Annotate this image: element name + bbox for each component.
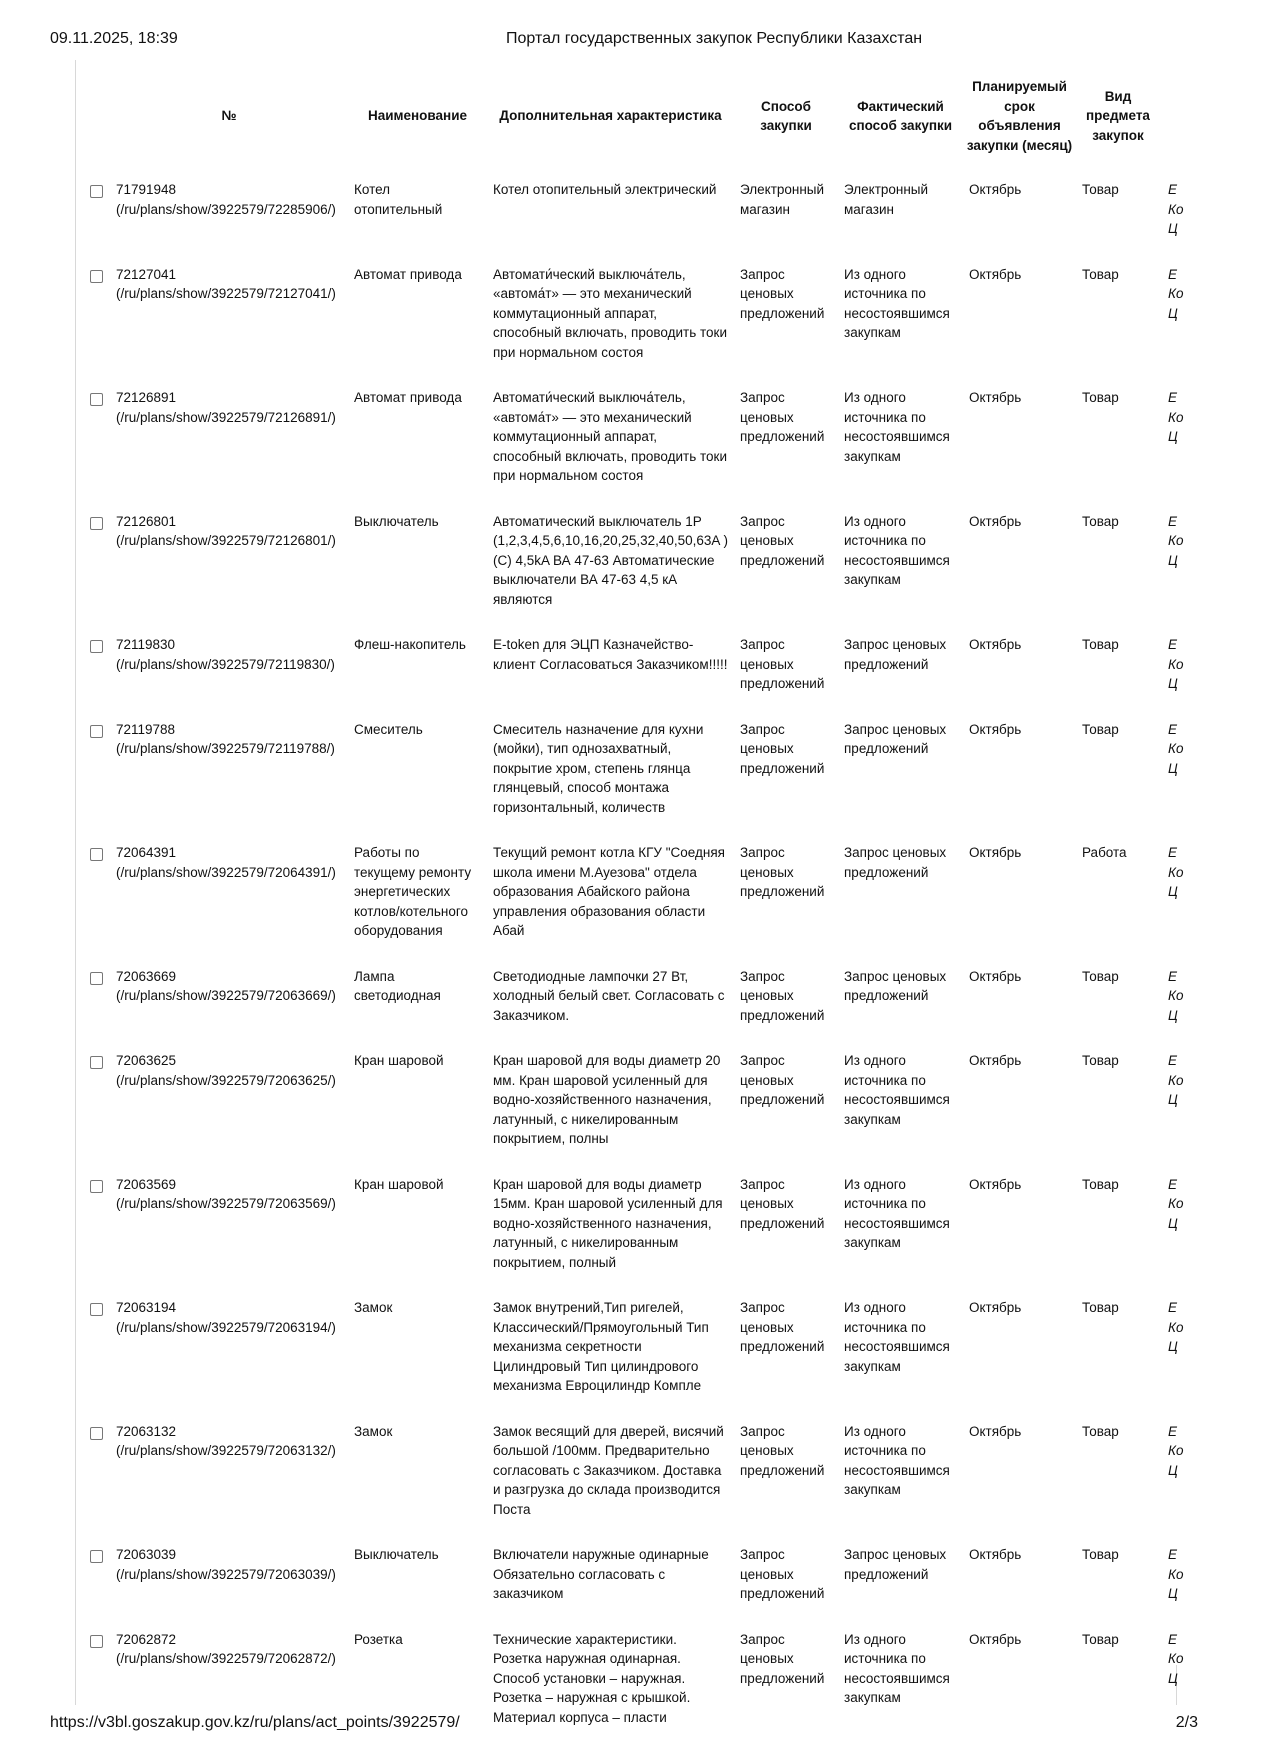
row-checkbox[interactable] (90, 1427, 103, 1440)
row-method: Запрос ценовых предложений (740, 968, 825, 1023)
row-checkbox-cell (76, 1290, 110, 1414)
row-extra: Автомати́ческий выключа́тель, «автома́т» — это механический коммутационный аппарат, способный включать, проводить токи при нормальном состоя (493, 390, 727, 483)
table-row (76, 172, 1276, 257)
row-link[interactable]: (/ru/plans/show/3922579/72119788/) (116, 741, 335, 756)
row-name: Замок (354, 1300, 393, 1315)
row-id: 72119830 (116, 637, 176, 652)
row-clipped-column: Е Ко Ц (1168, 1053, 1184, 1107)
row-id: 71791948 (116, 182, 177, 197)
row-extra: Замок внутрений,Тип ригелей, Классический/Прямоугольный Тип механизма секретности Цилиндровый Тип цилиндрового механизма Евроцилиндр Компле (493, 1300, 709, 1393)
row-link[interactable]: (/ru/plans/show/3922579/72064391/) (116, 864, 336, 880)
table-row (76, 1290, 1276, 1414)
row-extra: E-token для ЭЦП Казначейство-клиент Согласоваться Заказчиком!!!!! (493, 637, 728, 672)
row-checkbox[interactable] (90, 972, 103, 985)
row-subject-type: Работа (1082, 845, 1127, 860)
row-checkbox[interactable] (90, 848, 103, 861)
table-row (76, 835, 1276, 959)
row-checkbox-cell (76, 627, 110, 712)
row-id: 72127041 (116, 266, 177, 282)
row-extra: Котел отопительный электрический (493, 182, 717, 197)
row-checkbox-cell (76, 1043, 110, 1167)
row-subject-type: Товар (1082, 1547, 1119, 1562)
row-extra: Автомати́ческий выключа́тель, «автома́т» — это механический коммутационный аппарат, способный включать, проводить токи при нормальном состоя (493, 266, 727, 360)
row-link[interactable]: (/ru/plans/show/3922579/72062872/) (116, 1651, 336, 1666)
row-name: Автомат привода (354, 266, 462, 282)
row-method: Запрос ценовых предложений (740, 390, 825, 444)
row-planned-month: Октябрь (969, 390, 1022, 405)
row-link[interactable]: (/ru/plans/show/3922579/72063625/) (116, 1072, 336, 1088)
table-row (76, 504, 1276, 628)
row-actual-method: Запрос ценовых предложений (844, 637, 947, 672)
row-checkbox-cell (76, 504, 110, 628)
row-checkbox-cell (76, 172, 110, 257)
row-method: Запрос ценовых предложений (740, 637, 825, 691)
row-name: Работы по текущему ремонту энергетических котлов/котельного оборудования (354, 845, 472, 938)
row-subject-type: Товар (1082, 968, 1119, 984)
row-planned-month: Октябрь (969, 266, 1022, 282)
row-link[interactable]: (/ru/plans/show/3922579/72126801/) (116, 533, 336, 548)
table-row (76, 627, 1276, 712)
row-number-cell (110, 172, 348, 257)
plan-items-table (76, 60, 1276, 1745)
row-checkbox[interactable] (90, 1550, 103, 1563)
page-url: https://v3bl.goszakup.gov.kz/ru/plans/act_points/3922579/ (50, 1714, 460, 1731)
header-checkbox-col (76, 60, 110, 172)
row-planned-month: Октябрь (969, 1053, 1022, 1068)
row-id: 72063669 (116, 968, 177, 984)
row-link[interactable]: (/ru/plans/show/3922579/72126891/) (116, 409, 336, 425)
row-id: 72063569 (116, 1176, 177, 1192)
row-checkbox-cell (76, 1414, 110, 1538)
table-row (76, 380, 1276, 504)
row-extra: Кран шаровой для воды диаметр 15мм. Кран шаровой усиленный для водно-хозяйственного назначения, латунный, с никелированным покрытием, полный (493, 1176, 723, 1270)
row-name: Кран шаровой (354, 1176, 444, 1192)
table-row (76, 257, 1276, 381)
row-id: 72063132 (116, 1423, 177, 1439)
row-actual-method: Из одного источника по несостоявшимся закупкам (844, 1423, 950, 1497)
row-method: Запрос ценовых предложений (740, 1176, 825, 1231)
row-link[interactable]: (/ru/plans/show/3922579/72063669/) (116, 988, 336, 1003)
row-extra: Светодиодные лампочки 27 Вт, холодный белый свет. Согласовать с Заказчиком. (493, 968, 725, 1023)
header-number[interactable]: № (221, 108, 237, 124)
row-id: 72064391 (116, 845, 177, 860)
row-number-cell (110, 959, 348, 1044)
row-clipped-column: Е Ко Ц (1168, 390, 1184, 444)
row-planned-month: Октябрь (969, 637, 1022, 652)
row-link[interactable]: (/ru/plans/show/3922579/72063569/) (116, 1196, 336, 1211)
row-method: Запрос ценовых предложений (740, 1053, 825, 1107)
row-number-cell (110, 1167, 348, 1291)
table-row (76, 1167, 1276, 1291)
row-checkbox[interactable] (90, 517, 103, 530)
row-name: Лампа светодиодная (354, 968, 441, 1003)
header-clipped (1160, 60, 1276, 172)
row-method: Запрос ценовых предложений (740, 513, 825, 568)
row-actual-method: Запрос ценовых предложений (844, 968, 947, 1003)
row-clipped-column: Е Ко Ц (1168, 1547, 1184, 1601)
row-subject-type: Товар (1082, 637, 1119, 652)
row-checkbox[interactable] (90, 725, 103, 738)
row-checkbox-cell (76, 257, 110, 381)
row-subject-type: Товар (1082, 1053, 1119, 1068)
table-row (76, 712, 1276, 836)
table-row (76, 959, 1276, 1044)
row-actual-method: Из одного источника по несостоявшимся закупкам (844, 266, 950, 340)
row-id: 72062872 (116, 1631, 177, 1647)
row-subject-type: Товар (1082, 1423, 1119, 1439)
row-number-cell (110, 712, 348, 836)
row-extra: Включатели наружные одинарные Обязательно согласовать с заказчиком (493, 1547, 709, 1601)
row-checkbox-cell (76, 1537, 110, 1622)
row-link[interactable]: (/ru/plans/show/3922579/72119830/) (116, 656, 335, 672)
row-clipped-column: Е Ко Ц (1168, 182, 1184, 236)
row-clipped-column: Е Ко Ц (1168, 1176, 1184, 1231)
row-method: Электронный магазин (740, 182, 825, 217)
row-method: Запрос ценовых предложений (740, 266, 825, 321)
table-body (76, 172, 1276, 1745)
row-actual-method: Запрос ценовых предложений (844, 721, 947, 756)
row-planned-month: Октябрь (969, 1547, 1022, 1562)
row-number-cell (110, 380, 348, 504)
row-checkbox-cell (76, 835, 110, 959)
row-extra: Замок весящий для дверей, висячий большой /100мм. Предварительно согласовать с Заказчиком. Доставка и разгрузка до склада производится Поста (493, 1423, 724, 1517)
row-link[interactable]: (/ru/plans/show/3922579/72063194/) (116, 1319, 336, 1335)
row-number-cell (110, 1537, 348, 1622)
row-actual-method: Запрос ценовых предложений (844, 845, 947, 880)
row-checkbox[interactable] (90, 270, 103, 283)
row-checkbox[interactable] (90, 1056, 103, 1069)
row-id: 72126801 (116, 513, 177, 529)
row-clipped-column: Е Ко Ц (1168, 1300, 1184, 1354)
row-clipped-column: Е Ко Ц (1168, 721, 1184, 776)
table-header-row (76, 60, 1276, 172)
row-checkbox-cell (76, 1167, 110, 1291)
row-name: Флеш-накопитель (354, 637, 466, 652)
row-name: Котел отопительный (354, 182, 443, 217)
row-planned-month: Октябрь (969, 182, 1022, 197)
row-planned-month: Октябрь (969, 721, 1022, 737)
row-checkbox-cell (76, 959, 110, 1044)
row-link[interactable]: (/ru/plans/show/3922579/72127041/) (116, 286, 336, 301)
row-subject-type: Товар (1082, 182, 1119, 197)
row-actual-method: Из одного источника по несостоявшимся закупкам (844, 390, 950, 464)
row-name: Автомат привода (354, 390, 462, 405)
row-link[interactable]: (/ru/plans/show/3922579/72285906/) (116, 201, 336, 217)
row-clipped-column: Е Ко Ц (1168, 845, 1184, 899)
row-clipped-column: Е Ко Ц (1168, 1631, 1184, 1686)
row-method: Запрос ценовых предложений (740, 1547, 825, 1601)
row-name: Смеситель (354, 721, 423, 737)
row-name: Замок (354, 1423, 393, 1439)
row-id: 72063039 (116, 1547, 177, 1562)
row-number-cell (110, 1043, 348, 1167)
row-subject-type: Товар (1082, 266, 1119, 282)
row-planned-month: Октябрь (969, 968, 1022, 984)
row-id: 72063625 (116, 1053, 177, 1068)
row-number-cell (110, 257, 348, 381)
row-checkbox[interactable] (90, 1635, 103, 1648)
row-checkbox-cell (76, 380, 110, 504)
row-subject-type: Товар (1082, 513, 1119, 529)
row-clipped-column: Е Ко Ц (1168, 637, 1184, 691)
row-id: 72119788 (116, 721, 176, 737)
row-subject-type: Товар (1082, 1176, 1119, 1192)
row-extra: Автоматический выключатель 1P (1,2,3,4,5,6,10,16,20,25,32,40,50,63A ) (C) 4,5kA ВА 47-63 Автоматические выключатели ВА 47-63 4,5 кА являются (493, 513, 728, 607)
row-actual-method: Из одного источника по несостоявшимся закупкам (844, 513, 950, 587)
row-extra: Технические характеристики. Розетка наружная одинарная. Способ установки – наружная. Розетка – наружная с крышкой. Материал корпуса – пласти (493, 1631, 691, 1725)
row-id: 72063194 (116, 1300, 177, 1315)
row-subject-type: Товар (1082, 1631, 1119, 1647)
row-actual-method: Из одного источника по несостоявшимся закупкам (844, 1631, 950, 1705)
row-method: Запрос ценовых предложений (740, 1423, 825, 1478)
row-method: Запрос ценовых предложений (740, 1631, 825, 1686)
row-method: Запрос ценовых предложений (740, 721, 825, 776)
row-name: Розетка (354, 1631, 403, 1647)
row-actual-method: Из одного источника по несостоявшимся закупкам (844, 1300, 950, 1374)
row-number-cell (110, 1414, 348, 1538)
row-extra: Кран шаровой для воды диаметр 20 мм. Кран шаровой усиленный для водно-хозяйственного назначения, латунный, с никелированным покрытием, полны (493, 1053, 721, 1146)
row-link[interactable]: (/ru/plans/show/3922579/72063132/) (116, 1443, 336, 1458)
header-name[interactable]: Наименование (367, 108, 468, 124)
row-actual-method: Из одного источника по несостоявшимся закупкам (844, 1053, 950, 1127)
row-number-cell (110, 504, 348, 628)
row-planned-month: Октябрь (969, 1176, 1022, 1192)
row-extra: Смеситель назначение для кухни (мойки), тип однозахватный, покрытие хром, степень глянца глянцевый, способ монтажа горизонтальный, количеств (493, 721, 704, 815)
row-checkbox[interactable] (90, 1180, 103, 1193)
row-clipped-column: Е Ко Ц (1168, 968, 1184, 1023)
row-actual-method: Электронный магазин (844, 182, 929, 217)
portal-title: Портал государственных закупок Республики Казахстан (506, 30, 923, 47)
row-subject-type: Товар (1082, 390, 1119, 405)
row-clipped-column: Е Ко Ц (1168, 513, 1184, 568)
row-actual-method: Запрос ценовых предложений (844, 1547, 947, 1582)
page-number: 2/3 (1175, 1714, 1198, 1731)
header-method[interactable]: Способ закупки (760, 98, 812, 133)
row-checkbox[interactable] (90, 1303, 103, 1316)
row-planned-month: Октябрь (969, 1423, 1022, 1439)
row-planned-month: Октябрь (969, 1631, 1022, 1647)
row-name: Выключатель (354, 513, 439, 529)
table-row (76, 1043, 1276, 1167)
row-planned-month: Октябрь (969, 1300, 1022, 1315)
row-number-cell (110, 1290, 348, 1414)
table-row (76, 1414, 1276, 1538)
row-method: Запрос ценовых предложений (740, 1300, 825, 1354)
header-subject-type[interactable]: Вид предмета закупок (1086, 88, 1150, 143)
table-row (76, 1537, 1276, 1622)
row-number-cell (110, 835, 348, 959)
row-link[interactable]: (/ru/plans/show/3922579/72063039/) (116, 1566, 336, 1582)
header-extra[interactable]: Дополнительная характеристика (499, 108, 722, 124)
row-checkbox[interactable] (90, 185, 103, 198)
row-id: 72126891 (116, 390, 177, 405)
row-name: Кран шаровой (354, 1053, 444, 1068)
row-clipped-column: Е Ко Ц (1168, 1423, 1184, 1478)
row-name: Выключатель (354, 1547, 439, 1562)
header-actual-method[interactable]: Фактический способ закупки (848, 98, 953, 133)
row-checkbox[interactable] (90, 640, 103, 653)
row-checkbox-cell (76, 712, 110, 836)
row-method: Запрос ценовых предложений (740, 845, 825, 899)
header-planned-month[interactable]: Планируемый срок объявления закупки (месяц) (966, 79, 1073, 153)
row-clipped-column: Е Ко Ц (1168, 266, 1184, 321)
row-subject-type: Товар (1082, 721, 1119, 737)
row-planned-month: Октябрь (969, 845, 1022, 860)
row-checkbox[interactable] (90, 393, 103, 406)
row-extra: Текущий ремонт котла КГУ "Соедняя школа имени М.Ауезова" отдела образования Абайского района управления образования области Абай (493, 845, 725, 938)
row-actual-method: Из одного источника по несостоявшимся закупкам (844, 1176, 950, 1250)
row-number-cell (110, 627, 348, 712)
print-datetime: 09.11.2025, 18:39 (50, 30, 178, 47)
row-subject-type: Товар (1082, 1300, 1119, 1315)
row-planned-month: Октябрь (969, 513, 1022, 529)
